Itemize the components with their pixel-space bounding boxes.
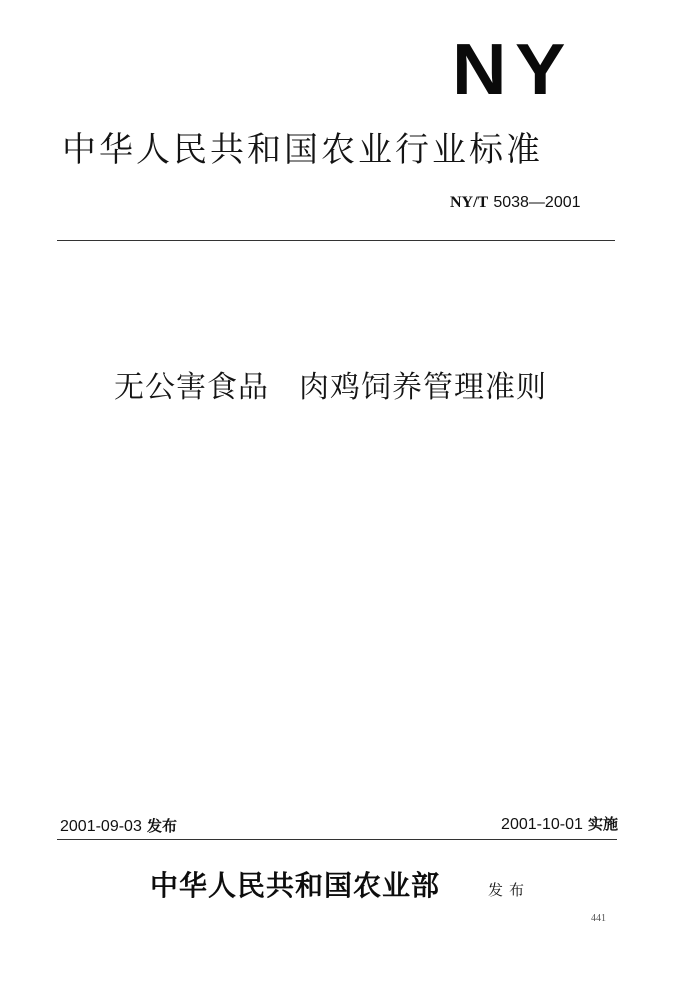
ny-logo: NY — [452, 30, 574, 110]
page-number: 441 — [591, 913, 606, 924]
bottom-divider — [57, 839, 617, 840]
implementation-date — [501, 813, 618, 836]
title-part-2: 肉鸡饲养管理准则 — [299, 370, 547, 405]
document-title — [114, 368, 547, 408]
issuer-name: 中华人民共和国农业部 — [150, 869, 441, 902]
issue-date-value: 2001-09-03 — [60, 818, 142, 835]
issuer-action: 发布 — [488, 881, 531, 899]
issue-date-label: 发布 — [146, 817, 177, 835]
implementation-date-value: 2001-10-01 — [501, 816, 583, 833]
standard-number-value: 5038—2001 — [493, 194, 581, 211]
top-divider — [57, 240, 615, 241]
issue-date — [60, 815, 177, 838]
standard-number-prefix: NY/T — [450, 194, 489, 211]
title-part-1: 无公害食品 — [114, 370, 269, 405]
implementation-date-label: 实施 — [587, 815, 618, 833]
standard-category: 中华人民共和国农业行业标准 — [62, 130, 543, 170]
standard-number — [450, 192, 581, 213]
